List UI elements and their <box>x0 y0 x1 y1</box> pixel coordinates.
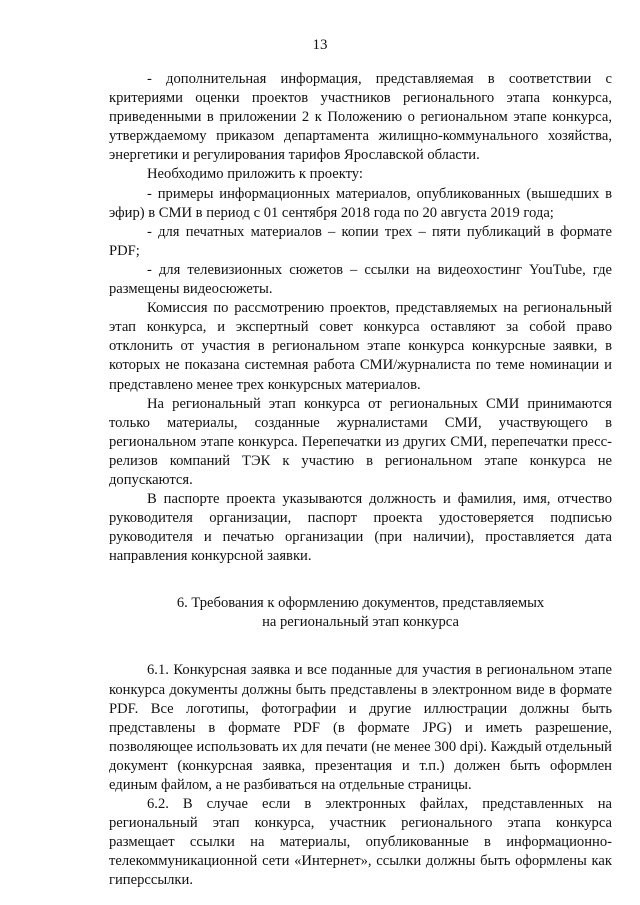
section-heading-line-1: 6. Требования к оформлению документов, представляемых <box>176 595 545 612</box>
paragraph-6-1: 6.1. Конкурсная заявка и все поданные для участия в региональном этапе конкурса документы должны быть представлены в электронном виде в формате PDF. Все логотипы, фотографии и другие иллюстрации должны быть представлены в формате PDF (в формате JPG) и иметь разрешение, позволяющее использовать их для печати (не менее 300 dpi). Каждый отдельный документ (конкурсная заявка, презентация и т.п.) должен быть оформлен единым файлом, а не разбиваться на отдельные страницы. <box>109 662 612 793</box>
paragraph-tv-stories: - для телевизионных сюжетов – ссылки на видеохостинг YouTube, где размещены видеосюжеты. <box>109 261 612 298</box>
paragraph-additional-info: - дополнительная информация, представляемая в соответствии с критериями оценки проектов участников регионального этапа конкурса, приведенными в приложении 2 к Положению о региональном этапе конкурса, утверждаемому приказом департамента жилищно-коммунального хозяйства, энергетики и регулирования тарифов Ярославской области. <box>109 71 612 164</box>
section-heading <box>109 594 612 632</box>
paragraph-regional-media: На региональный этап конкурса от региональных СМИ принимаются только материалы, созданные журналистами СМИ, участвующего в региональном этапе конкурса. Перепечатки из других СМИ, перепечатки пресс-релизов компаний ТЭК к участию в региональном этапе конкурса не допускаются. <box>109 395 612 488</box>
paragraph-6-2: 6.2. В случае если в электронных файлах, представленных на региональный этап конкурса, участник регионального этапа конкурса размещает ссылки на материалы, опубликованные в информационно-телекоммуникационной сети «Интернет», ссылки должны быть оформлены как гиперссылки. <box>109 796 612 889</box>
paragraph-print-materials: - для печатных материалов – копии трех – пяти публикаций в формате PDF; <box>109 223 612 259</box>
document-body <box>109 70 612 891</box>
section-heading-line-2: на региональный этап конкурса <box>262 614 459 631</box>
paragraph-examples: - примеры информационных материалов, опубликованных (вышедших в эфир) в СМИ в период с 01 сентября 2018 года по 20 августа 2019 года; <box>109 185 612 221</box>
paragraph-attach-intro: Необходимо приложить к проекту: <box>147 166 363 183</box>
page-number: 13 <box>312 37 328 53</box>
paragraph-project-passport: В паспорте проекта указываются должность и фамилия, имя, отчество руководителя организации, паспорт проекта удостоверяется подписью руководителя и печатью организации (при наличии), проставляется дата направления конкурсной заявки. <box>109 491 612 565</box>
paragraph-commission-rights: Комиссия по рассмотрению проектов, представляемых на региональный этап конкурса, и экспертный совет конкурса оставляют за собой право отклонить от участия в региональном этапе конкурса конкурсные заявки, в которых не показана системная работа СМИ/журналиста по теме номинации и представлено менее трех конкурсных материалов. <box>109 300 612 393</box>
